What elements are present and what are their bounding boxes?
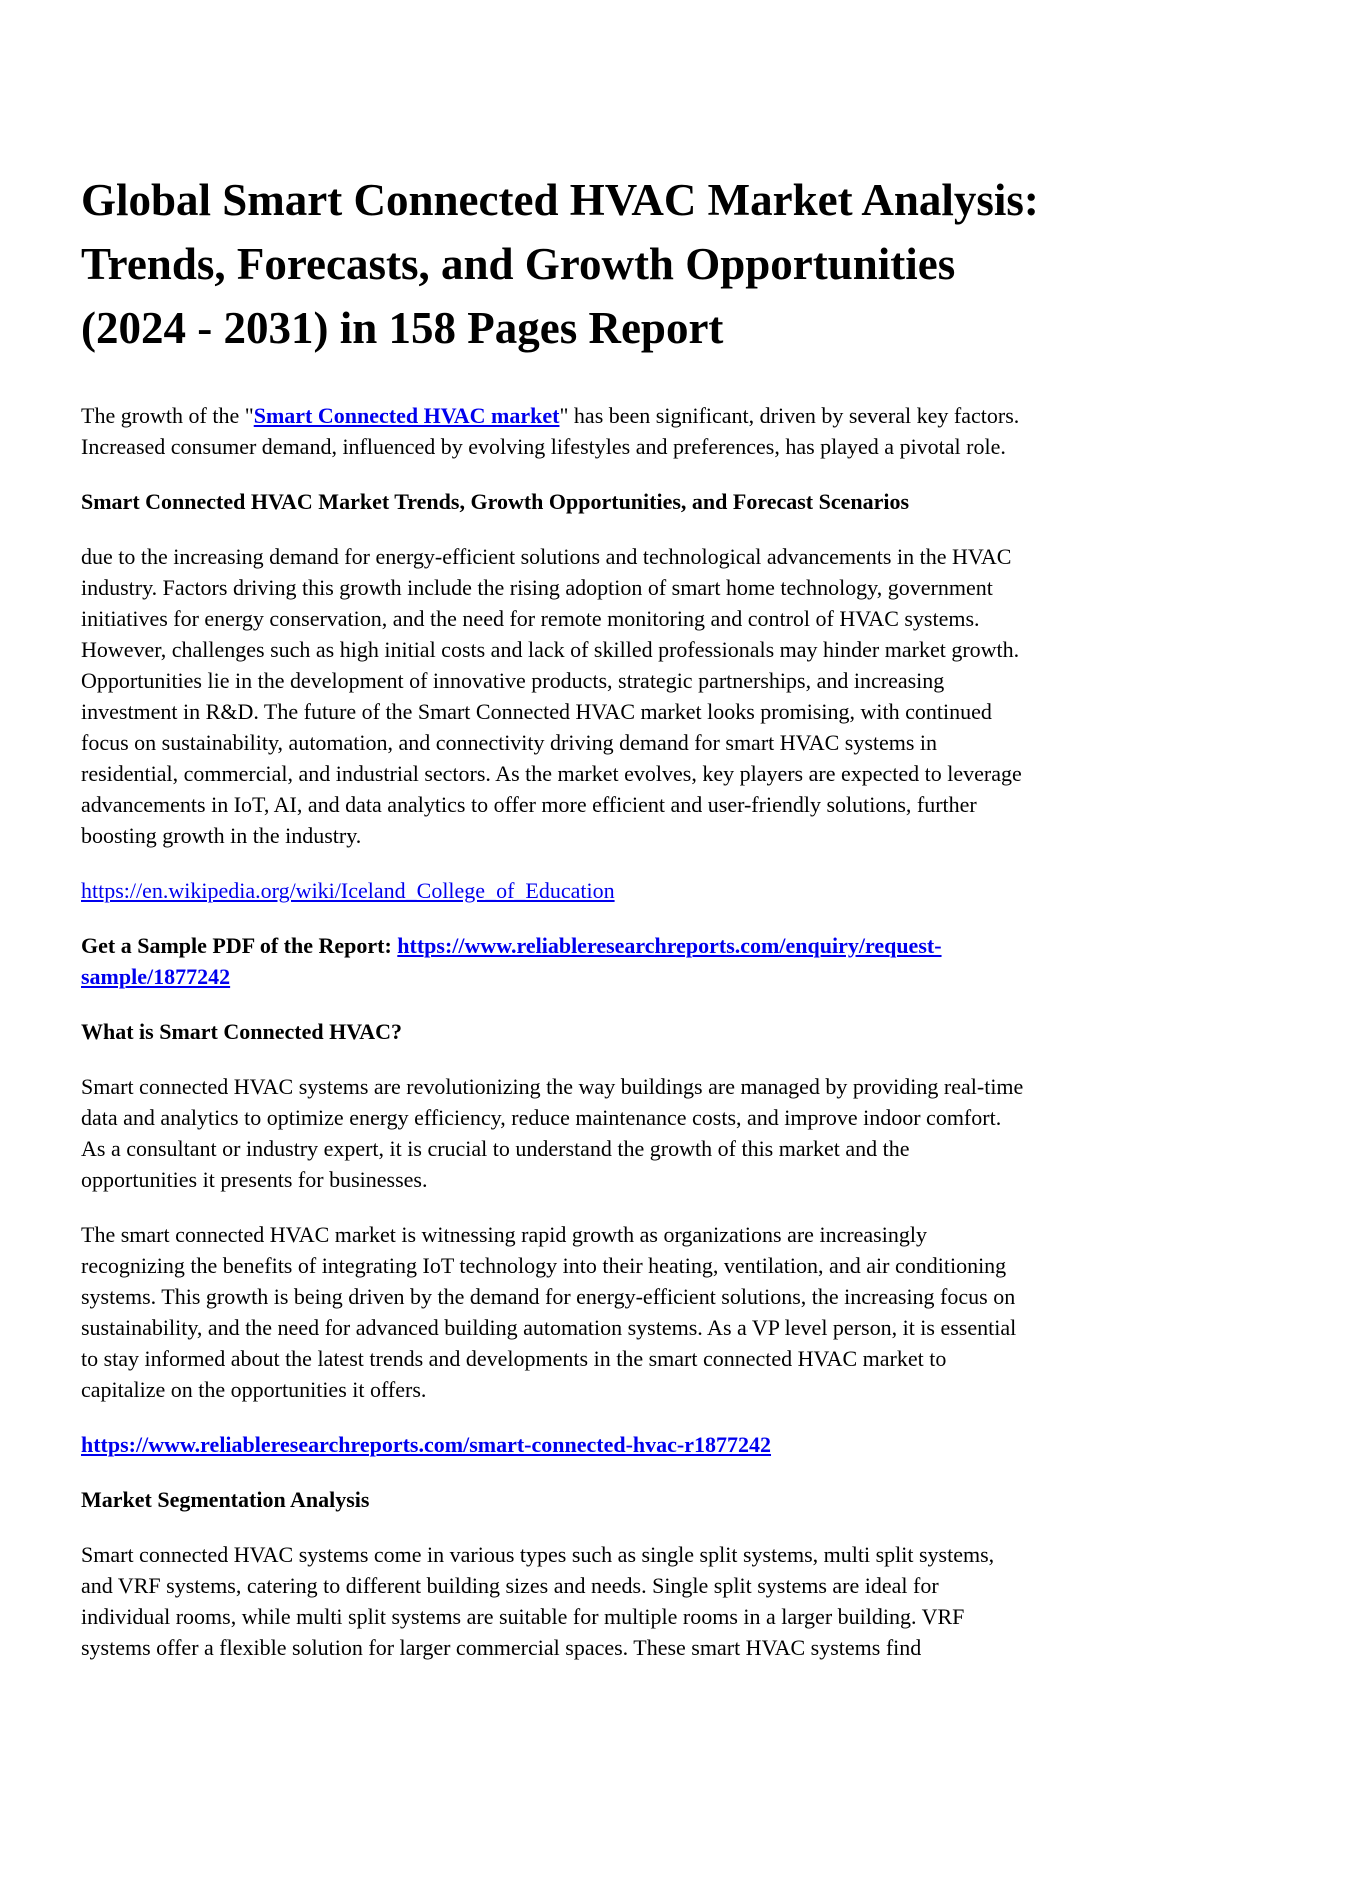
article-content <box>81 168 1039 1663</box>
segmentation-paragraph: Smart connected HVAC systems come in various types such as single split systems, multi split systems, and VRF systems, catering to different building sizes and needs. Single split systems are ideal for individual rooms, while multi split systems are suitable for multiple rooms in a larger building. VRF systems offer a flexible solution for larger commercial spaces. These smart HVAC systems find <box>81 1542 995 1660</box>
what-is-paragraph-2: The smart connected HVAC market is witnessing rapid growth as organizations are increasingly recognizing the benefits of integrating IoT technology into their heating, ventilation, and air conditioning systems. This growth is being driven by the demand for energy-efficient solutions, the increasing focus on sustainability, and the need for advanced building automation systems. As a VP level person, it is essential to stay informed about the latest trends and developments in the smart connected HVAC market to capitalize on the opportunities it offers. <box>81 1222 1017 1402</box>
intro-paragraph <box>81 400 1029 462</box>
trends-paragraph: due to the increasing demand for energy-efficient solutions and technological advancements in the HVAC industry. Factors driving this growth include the rising adoption of smart home technology, government initiatives for energy conservation, and the need for remote monitoring and control of HVAC systems. However, challenges such as high initial costs and lack of skilled professionals may hinder market growth. Opportunities lie in the development of innovative products, strategic partnerships, and increasing investment in R&D. The future of the Smart Connected HVAC market looks promising, with continued focus on sustainability, automation, and connectivity driving demand for smart HVAC systems in residential, commercial, and industrial sectors. As the market evolves, key players are expected to leverage advancements in IoT, AI, and data analytics to offer more efficient and user-friendly solutions, further boosting growth in the industry. <box>81 544 1022 848</box>
what-is-heading: What is Smart Connected HVAC? <box>81 1019 403 1044</box>
trends-heading: Smart Connected HVAC Market Trends, Growth Opportunities, and Forecast Scenarios <box>81 489 910 514</box>
report-link[interactable]: https://www.reliableresearchreports.com/smart-connected-hvac-r1877242 <box>81 1432 772 1457</box>
segmentation-heading: Market Segmentation Analysis <box>81 1487 370 1512</box>
what-is-paragraph-1: Smart connected HVAC systems are revolutionizing the way buildings are managed by providing real-time data and analytics to optimize energy efficiency, reduce maintenance costs, and improve indoor comfort. As a consultant or industry expert, it is crucial to understand the growth of this market and the opportunities it presents for businesses. <box>81 1074 1024 1192</box>
sample-pdf-paragraph <box>81 930 1029 992</box>
page-title: Global Smart Connected HVAC Market Analysis: Trends, Forecasts, and Growth Opportunities (2024 - 2031) in 158 Pages Report <box>81 175 1039 353</box>
intro-text-suffix: " has been significant, driven by several key factors. Increased consumer demand, influenced by evolving lifestyles and preferences, has played a pivotal role. <box>81 403 1020 459</box>
smart-connected-hvac-market-link[interactable]: Smart Connected HVAC market <box>253 403 560 428</box>
sample-pdf-label: Get a Sample PDF of the Report: <box>81 933 398 958</box>
wikipedia-link[interactable]: https://en.wikipedia.org/wiki/Iceland_College_of_Education <box>81 878 615 903</box>
sample-pdf-link[interactable]: https://www.reliableresearchreports.com/enquiry/request-sample/1877242 <box>81 933 942 989</box>
report-link-paragraph <box>81 1429 1029 1460</box>
intro-text-prefix: The growth of the " <box>81 403 254 428</box>
wikipedia-link-paragraph <box>81 875 1029 906</box>
